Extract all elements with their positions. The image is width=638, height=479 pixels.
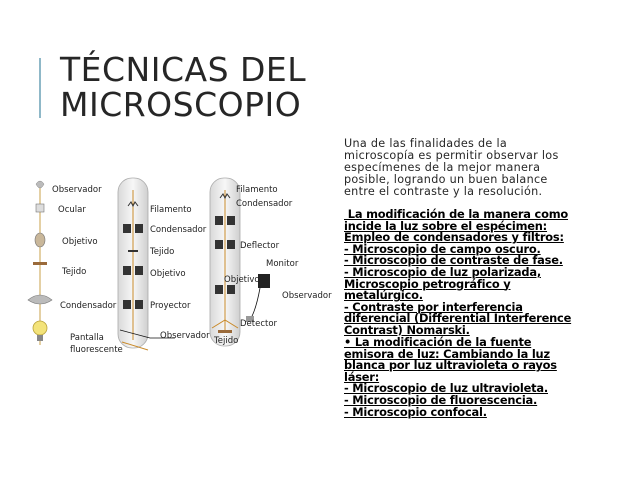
label-observador: Observador xyxy=(160,331,210,341)
block2-line: - Microscopio de fluorescencia. xyxy=(344,392,538,407)
title-line-1: TÉCNICAS DEL xyxy=(60,50,307,89)
tissue-slide xyxy=(33,262,47,265)
intro-paragraph xyxy=(344,138,584,198)
label-observador: Observador xyxy=(282,291,332,301)
label-monitor: Monitor xyxy=(266,259,299,269)
objective-coil xyxy=(135,266,143,275)
bulb-base xyxy=(37,335,43,341)
intro-line: posible, logrando un buen balance xyxy=(344,173,548,186)
deflector-coil xyxy=(227,240,235,249)
label-condensador: Condensador xyxy=(236,199,293,209)
intro-line: microscopía es permitir observar los xyxy=(344,149,559,162)
label-observador: Observador xyxy=(52,185,102,195)
objective-coil xyxy=(215,285,223,294)
deflector-coil xyxy=(215,240,223,249)
label-tejido: Tejido xyxy=(62,267,87,277)
label-tejido: Tejido xyxy=(214,336,239,346)
condenser-coil xyxy=(215,216,223,225)
label-condensador: Condensador xyxy=(60,301,117,311)
condenser-coil xyxy=(123,224,131,233)
block2-line: - Microscopio de luz ultravioleta. xyxy=(344,381,548,396)
title-line-2: MICROSCOPIO xyxy=(60,85,302,124)
label-objetivo: Objetivo xyxy=(224,275,260,285)
objective-lens xyxy=(35,233,45,247)
label-fluorescente: fluorescente xyxy=(70,345,123,355)
light-source-block xyxy=(344,337,584,418)
tissue-slide xyxy=(128,250,138,252)
label-objetivo: Objetivo xyxy=(150,269,186,279)
block2-line: • La modificación de la fuente xyxy=(344,335,532,349)
tissue-slide xyxy=(218,330,232,333)
label-objetivo: Objetivo xyxy=(62,237,98,247)
block1-line: diferencial (Differential Interference xyxy=(344,311,572,326)
block1-line: La modificación de la manera como xyxy=(344,207,569,221)
label-filamento: Filamento xyxy=(236,185,278,195)
label-detector: Detector xyxy=(240,319,278,329)
label-proyector: Proyector xyxy=(150,301,191,311)
condenser-coil xyxy=(227,216,235,225)
projector-coil xyxy=(123,300,131,309)
light-bulb-icon xyxy=(33,321,47,335)
block1-line: incide la luz sobre el espécimen: xyxy=(344,218,548,233)
block2-line: emisora de luz: Cambiando la luz xyxy=(344,346,550,361)
label-filamento: Filamento xyxy=(150,205,192,215)
label-tejido: Tejido xyxy=(150,247,175,257)
monitor-icon xyxy=(258,274,270,288)
condenser-coil xyxy=(135,224,143,233)
eye-icon xyxy=(36,181,44,188)
block1-line: - Microscopio de campo oscuro. xyxy=(344,241,541,256)
projector-coil xyxy=(135,300,143,309)
label-ocular: Ocular xyxy=(58,205,86,215)
label-condensador: Condensador xyxy=(150,225,207,235)
block1-line: Empleo de condensadores y filtros: xyxy=(344,230,564,245)
scanning-microscope-panel xyxy=(210,178,332,346)
ocular-lens xyxy=(36,204,44,212)
intro-line: Una de las finalidades de la xyxy=(344,137,508,150)
objective-coil xyxy=(123,266,131,275)
condenser-lens xyxy=(28,295,52,304)
block1-line: - Microscopio de luz polarizada, xyxy=(344,264,541,279)
transmission-microscope-panel xyxy=(118,178,210,350)
slide-title xyxy=(60,52,306,122)
block2-line: blanca por luz ultravioleta o rayos xyxy=(344,358,557,373)
label-pantalla: Pantalla xyxy=(70,333,104,343)
block1-line: metalúrgico. xyxy=(344,288,423,303)
block1-line: - Microscopio de contraste de fase. xyxy=(344,253,563,268)
intro-line: entre el contraste y la resolución. xyxy=(344,185,543,198)
label-deflector: Deflector xyxy=(240,241,280,251)
microscope-comparison-diagram xyxy=(0,170,340,370)
block2-line: láser: xyxy=(344,369,380,384)
intro-line: especímenes de la mejor manera xyxy=(344,161,541,174)
block1-line: Contrast) Nomarski. xyxy=(344,322,470,337)
light-modification-block xyxy=(344,209,584,337)
block1-line: Microscopio petrográfico y xyxy=(344,276,511,291)
title-accent-bar xyxy=(39,58,41,118)
light-microscope-panel xyxy=(28,181,123,355)
block2-line: - Microscopio confocal. xyxy=(344,404,487,419)
objective-coil xyxy=(227,285,235,294)
block1-line: - Contraste por interferencia xyxy=(344,299,523,314)
